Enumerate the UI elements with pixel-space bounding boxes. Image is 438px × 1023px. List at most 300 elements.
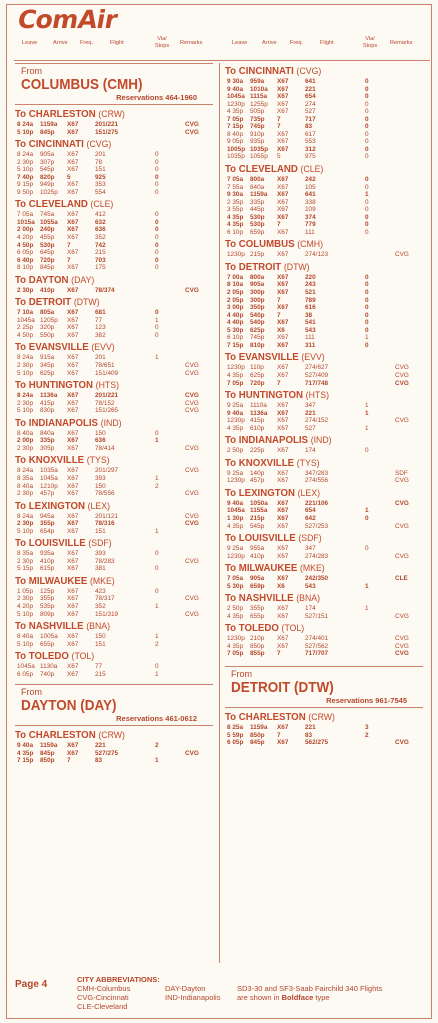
leave-time: 7 15p — [227, 341, 244, 349]
frequency: X67 — [277, 319, 289, 327]
stops: 1 — [155, 316, 159, 324]
leave-time: 5 10p — [17, 610, 33, 618]
flight-number: 654 — [305, 93, 316, 101]
leave-time: 8 24a — [17, 392, 33, 400]
leave-time: 1 30p — [227, 514, 244, 522]
flight-number: 382 — [95, 331, 106, 339]
flight-row — [15, 392, 213, 400]
remarks: CVG — [395, 650, 409, 658]
stops: 0 — [155, 181, 159, 189]
destination-city: To LEXINGTON — [225, 486, 298, 499]
arrive-time: 1159a — [40, 742, 58, 750]
arrive-time: 540p — [250, 319, 265, 327]
leave-time: 9 05p — [227, 138, 243, 146]
frequency: X67 — [67, 742, 79, 750]
arrive-time: 1055p — [250, 153, 268, 161]
destination-group — [225, 562, 423, 590]
leave-time: 7 05a — [17, 211, 33, 219]
abbr-item: CMH-Columbus — [77, 984, 131, 993]
destination-title — [15, 108, 197, 121]
arrive-time: 905a — [250, 575, 265, 583]
flight-row — [225, 613, 423, 621]
origin-city: DAYTON (DAY) — [21, 697, 117, 715]
flight-number: 527 — [305, 108, 316, 116]
stops: 1 — [365, 507, 369, 515]
flight-row — [15, 121, 213, 129]
frequency: X67 — [277, 635, 289, 643]
frequency: X67 — [67, 158, 79, 166]
leave-time: 9 25a — [227, 402, 243, 410]
from-label: From — [21, 66, 42, 76]
destination-city: To TOLEDO — [225, 622, 282, 635]
destination-group — [15, 575, 213, 618]
leave-time: 1035p — [227, 153, 245, 161]
destination-group — [225, 711, 423, 747]
remarks: CVG — [185, 749, 199, 757]
frequency: X67 — [277, 447, 289, 455]
flight-number: 111 — [305, 228, 315, 236]
stops: 1 — [155, 757, 159, 765]
stops: 1 — [365, 402, 369, 410]
arrive-time: 225p — [250, 447, 265, 455]
stops: 1 — [365, 409, 369, 417]
flight-row — [15, 189, 213, 197]
leave-time: 5 59p — [227, 731, 244, 739]
frequency: X67 — [67, 490, 79, 498]
flight-row — [225, 507, 423, 515]
frequency: X67 — [67, 640, 79, 648]
destination-city: To MILWAUKEE — [15, 574, 90, 587]
destination-title — [225, 389, 407, 402]
arrive-time: 335p — [250, 198, 265, 206]
destination-title — [225, 238, 407, 251]
flight-row — [225, 191, 423, 199]
leave-time: 2 50p — [227, 447, 243, 455]
flight-row — [15, 159, 213, 167]
remarks: CVG — [185, 467, 199, 475]
flight-row — [15, 528, 213, 536]
stops: 3 — [365, 723, 369, 731]
frequency: X67 — [67, 128, 79, 136]
arrive-time: 625p — [250, 326, 265, 334]
destination-city: To EVANSVILLE — [225, 351, 302, 364]
frequency: X67 — [67, 362, 79, 370]
frequency: X67 — [277, 191, 289, 199]
leave-time: 7 40p — [17, 173, 34, 181]
arrive-time: 809p — [40, 610, 55, 618]
flight-number: 553 — [305, 138, 316, 146]
arrive-time: 840a — [40, 429, 55, 437]
origin-section — [225, 65, 423, 658]
stops: 0 — [155, 234, 159, 242]
flight-row — [225, 523, 423, 531]
remarks: CVG — [185, 444, 199, 452]
flight-row — [15, 226, 213, 234]
leave-time: 2 35p — [227, 198, 243, 206]
flight-number: 352 — [95, 234, 106, 242]
stops: 0 — [155, 550, 159, 558]
leave-time: 8 24a — [17, 354, 33, 362]
destination-group — [15, 729, 213, 765]
leave-time: 1015a — [17, 218, 35, 226]
destination-code: (MKE) — [299, 563, 325, 575]
header-via-stops: Via/ Stops — [154, 36, 170, 49]
flight-number: 151 — [95, 640, 106, 648]
frequency: X67 — [67, 595, 79, 603]
arrive-time: 350p — [250, 304, 265, 312]
flight-row — [225, 447, 423, 455]
flight-number: 274/152 — [305, 417, 329, 425]
flight-number: 717/707 — [305, 650, 329, 658]
destination-group — [15, 454, 213, 497]
flight-number: 527 — [305, 424, 316, 432]
arrive-time: 240p — [40, 226, 55, 234]
destination-group — [15, 296, 213, 339]
arrive-time: 745a — [40, 211, 55, 219]
stops: 0 — [365, 296, 369, 304]
arrive-time: 855p — [250, 650, 265, 658]
frequency: X67 — [277, 138, 289, 146]
frequency: X67 — [277, 552, 289, 560]
leave-time: 4 50p — [17, 241, 34, 249]
flight-row — [15, 550, 213, 558]
frequency: X67 — [277, 100, 289, 108]
destination-code: (DTW) — [73, 297, 100, 309]
frequency: X67 — [67, 399, 79, 407]
leave-time: 1045a — [227, 93, 245, 101]
leave-time: 9 40a — [227, 499, 243, 507]
flight-number: 83 — [305, 123, 313, 131]
arrive-time: 735p — [250, 115, 265, 123]
frequency: 7 — [67, 757, 71, 765]
leave-time: 8 40p — [227, 130, 243, 138]
leave-time: 2 30p — [17, 158, 33, 166]
header-flight: Flight — [110, 40, 124, 46]
leave-time: 1230p — [227, 417, 245, 425]
flight-row — [225, 417, 423, 425]
frequency: 7 — [277, 115, 281, 123]
destination-title — [225, 434, 407, 447]
flight-number: 925 — [95, 173, 106, 181]
flight-number: 554 — [95, 188, 106, 196]
flight-number: 562/275 — [305, 739, 329, 747]
flight-row — [15, 558, 213, 566]
flight-number: 220 — [305, 273, 316, 281]
arrive-time: 959a — [250, 78, 265, 85]
leave-time: 7 05p — [227, 379, 244, 387]
flight-row — [15, 219, 213, 227]
flight-row — [225, 583, 423, 591]
frequency: X67 — [67, 234, 79, 242]
stops: 0 — [155, 331, 159, 339]
page-number: Page 4 — [15, 979, 48, 990]
arrive-time: 905a — [40, 151, 55, 159]
destination-group — [15, 620, 213, 648]
destination-group — [225, 238, 423, 259]
destination-city: To MILWAUKEE — [225, 562, 300, 575]
destination-code: (CRW) — [98, 730, 125, 742]
leave-time: 1230p — [227, 251, 245, 259]
aircraft-note-2: are shown in Boldface type — [237, 993, 330, 1002]
stops: 0 — [155, 324, 159, 332]
flight-number: 221 — [95, 742, 106, 750]
arrive-time: 1130a — [40, 663, 58, 671]
leave-time: 2 00p — [17, 437, 34, 445]
flight-number: 151/319 — [95, 610, 119, 618]
frequency: X67 — [277, 198, 289, 206]
frequency: 7 — [277, 379, 281, 387]
arrive-time: 830p — [40, 407, 55, 415]
frequency: X67 — [67, 550, 79, 558]
destination-city: To CHARLESTON — [225, 710, 309, 723]
flight-row — [15, 671, 213, 679]
remarks: CVG — [395, 477, 409, 485]
stops: 1 — [365, 424, 369, 432]
arrive-time: 659p — [250, 582, 265, 590]
destination-group — [15, 500, 213, 536]
flight-number: 77 — [95, 316, 103, 324]
leave-time: 2 00p — [17, 226, 34, 234]
leave-time: 1230p — [227, 635, 245, 643]
destination-code: (TYS) — [86, 455, 110, 467]
flight-row — [15, 166, 213, 174]
destination-code: (TOL) — [281, 623, 305, 635]
arrive-time: 850p — [250, 731, 265, 739]
flight-row — [15, 332, 213, 340]
flight-number: 527/562 — [305, 642, 329, 650]
remarks: CVG — [185, 407, 199, 415]
arrive-time: 615p — [40, 565, 55, 573]
header-leave: Leave — [232, 40, 248, 46]
flight-row — [225, 545, 423, 553]
arrive-time: 820p — [40, 173, 55, 181]
flight-row — [15, 129, 213, 137]
flight-number: 641 — [305, 191, 316, 199]
destination-title — [225, 163, 407, 176]
column-divider — [219, 63, 220, 963]
flight-row — [225, 739, 423, 747]
flight-row — [15, 445, 213, 453]
remarks: CVG — [395, 635, 409, 643]
frequency: X67 — [277, 176, 289, 184]
destination-title — [225, 261, 407, 274]
flight-row — [225, 643, 423, 651]
flight-row — [15, 437, 213, 445]
leave-time: 4 20p — [17, 602, 33, 610]
stops: 0 — [365, 319, 369, 327]
remarks: CVG — [185, 595, 199, 603]
arrive-time: 845p — [40, 128, 55, 136]
flight-number: 338 — [305, 198, 316, 206]
destination-group — [15, 341, 213, 377]
destination-code: (LEX) — [297, 487, 320, 499]
flight-row — [225, 319, 423, 327]
flight-number: 111 — [305, 334, 315, 342]
flight-row — [15, 467, 213, 475]
stops: 0 — [365, 514, 369, 522]
arrive-time: 125p — [40, 587, 55, 595]
frequency: X67 — [277, 402, 289, 410]
destination-title — [15, 417, 197, 430]
flight-number: 151 — [95, 166, 106, 174]
flight-row — [15, 181, 213, 189]
stops: 0 — [155, 151, 159, 159]
frequency: X67 — [67, 392, 79, 400]
flight-row — [225, 650, 423, 658]
flight-row — [15, 174, 213, 182]
flight-number: 352 — [95, 602, 106, 610]
flight-row — [15, 151, 213, 159]
leave-time: 2 30p — [17, 557, 33, 565]
frequency: X67 — [67, 211, 79, 219]
arrive-time: 915a — [40, 354, 55, 362]
destination-city: To NASHVILLE — [15, 620, 87, 633]
frequency: 7 — [277, 650, 281, 658]
destination-city: To CHARLESTON — [15, 108, 99, 120]
flight-row — [15, 663, 213, 671]
stops: 0 — [365, 326, 369, 334]
leave-time: 6 05p — [17, 249, 33, 257]
flight-row — [15, 490, 213, 498]
destination-title — [225, 622, 407, 635]
left-column — [15, 63, 213, 765]
frequency: X67 — [67, 264, 79, 272]
frequency: X67 — [277, 289, 289, 297]
frequency: X67 — [277, 251, 289, 259]
leave-time: 8 24a — [17, 151, 33, 159]
arrive-time: 530p — [250, 221, 265, 229]
leave-time: 7 05p — [227, 650, 244, 658]
stops: 0 — [365, 85, 369, 93]
destination-title — [15, 138, 197, 151]
remarks: CVG — [395, 642, 409, 650]
flight-number: 105 — [305, 183, 316, 191]
frequency: X67 — [67, 354, 79, 362]
flight-number: 636 — [95, 437, 106, 445]
leave-time: 5 10p — [17, 369, 33, 377]
destination-code: (DTW) — [283, 261, 310, 273]
arrive-time: 215p — [250, 251, 265, 259]
header-leave: Leave — [22, 40, 38, 46]
flight-number: 274/123 — [305, 251, 329, 259]
flight-row — [225, 214, 423, 222]
flight-number: 78/651 — [95, 362, 115, 370]
flight-row — [225, 297, 423, 305]
arrive-time: 457p — [250, 477, 265, 485]
flight-number: 77 — [95, 663, 103, 671]
frequency: X67 — [277, 281, 289, 289]
remarks: CLE — [395, 575, 408, 583]
leave-time: 8 35a — [17, 550, 33, 558]
remarks: CVG — [185, 520, 199, 528]
remarks: CVG — [395, 522, 409, 530]
arrive-time: 610p — [250, 424, 265, 432]
leave-time: 2 30p — [17, 595, 33, 603]
flight-row — [225, 153, 423, 161]
flight-row — [225, 575, 423, 583]
leave-time: 5 15p — [17, 565, 33, 573]
destination-group — [225, 389, 423, 432]
arrive-time: 910p — [250, 130, 265, 138]
destination-group — [15, 274, 213, 295]
flight-number: 78 — [95, 158, 103, 166]
leave-time: 7 00a — [227, 273, 243, 281]
destination-city: To LEXINGTON — [15, 499, 88, 512]
flight-number: 527/253 — [305, 522, 329, 530]
destination-group — [225, 261, 423, 349]
flight-row — [15, 475, 213, 483]
leave-time: 6 05p — [17, 670, 33, 678]
destination-group — [225, 532, 423, 560]
flight-number: 150 — [95, 633, 106, 641]
from-label: From — [231, 668, 252, 679]
destination-city: To LOUISVILLE — [225, 532, 299, 545]
leave-time: 4 35p — [227, 522, 243, 530]
flight-number: 681 — [95, 309, 106, 317]
flight-number: 632 — [95, 218, 106, 226]
arrive-time: 355p — [40, 595, 55, 603]
destination-code: (CVG) — [86, 139, 112, 151]
stops: 0 — [365, 115, 369, 123]
stops: 1 — [155, 474, 159, 482]
arrive-time: 415p — [40, 399, 55, 407]
destination-code: (HTS) — [95, 380, 119, 392]
leave-time: 1230p — [227, 364, 245, 372]
frequency: X67 — [67, 527, 79, 535]
abbr-item: DAY-Dayton — [165, 984, 206, 993]
destination-title — [15, 341, 197, 354]
destination-group — [225, 351, 423, 387]
leave-time: 7 15p — [227, 123, 244, 131]
arrive-time: 800a — [250, 273, 265, 281]
frequency: X67 — [277, 507, 289, 515]
flight-row — [225, 116, 423, 124]
destination-title — [225, 457, 407, 470]
frequency: X67 — [67, 121, 79, 128]
flight-number: 78/283 — [95, 557, 115, 565]
arrive-time: 845p — [250, 739, 265, 747]
stops: 0 — [365, 176, 369, 184]
destination-city: To DAYTON — [15, 273, 72, 286]
flight-row — [15, 242, 213, 250]
flight-number: 215 — [95, 670, 106, 678]
stops: 0 — [365, 341, 369, 349]
flight-number: 347 — [305, 545, 316, 553]
flight-number: 151/409 — [95, 369, 119, 377]
flight-row — [225, 146, 423, 154]
destination-title — [15, 274, 197, 287]
destination-title — [15, 575, 197, 588]
remarks: CVG — [395, 739, 409, 747]
frequency: X67 — [67, 602, 79, 610]
destination-title — [15, 296, 197, 309]
destination-group — [225, 487, 423, 530]
frequency: X67 — [67, 324, 79, 332]
arrive-time: 1035a — [40, 467, 58, 475]
frequency: X67 — [67, 663, 79, 671]
flight-number: 641 — [305, 78, 316, 85]
destination-group — [15, 108, 213, 136]
frequency: X67 — [277, 477, 289, 485]
frequency: X67 — [67, 610, 79, 618]
header-rule — [14, 60, 430, 61]
destination-group — [15, 537, 213, 573]
arrive-time: 740p — [40, 670, 55, 678]
frequency: X67 — [67, 181, 79, 189]
arrive-time: 1005a — [40, 633, 58, 641]
comair-logo: ComAir — [15, 5, 120, 34]
leave-time: 8 10p — [17, 264, 33, 272]
